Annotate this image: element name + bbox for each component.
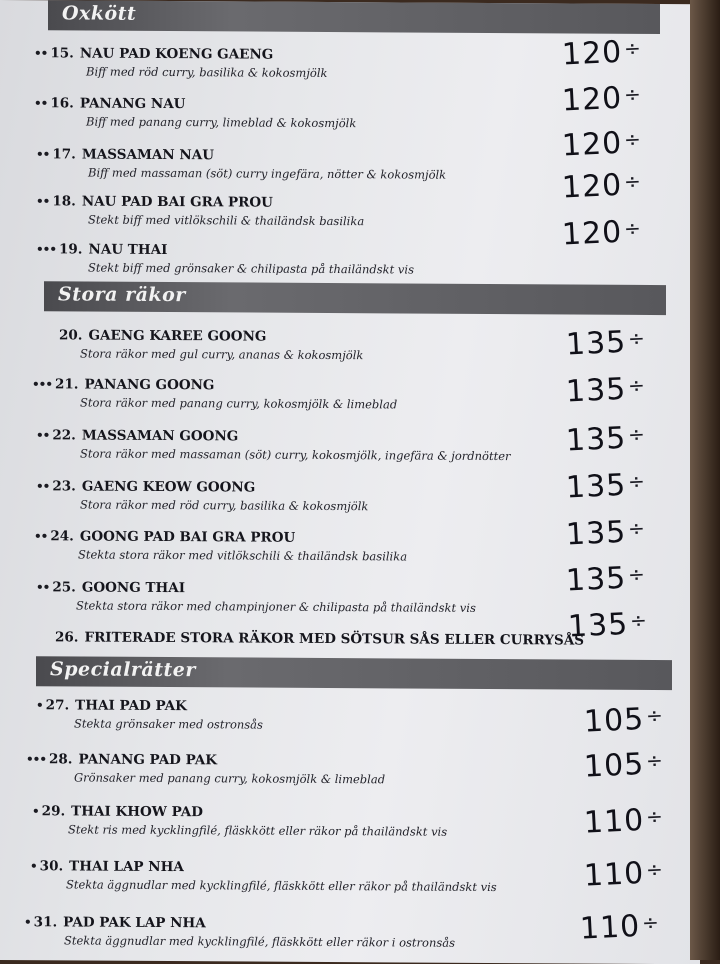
item-name: MASSAMAN GOONG — [81, 427, 239, 445]
menu-item — [26, 751, 385, 786]
item-description: Stora räkor med gul curry, ananas & kokosmjölk — [80, 346, 364, 363]
item-description: Stora räkor med panang curry, kokosmjölk & limeblad — [80, 395, 398, 412]
item-number: 20. — [59, 327, 83, 344]
item-price — [561, 125, 643, 164]
item-number: 28. — [49, 751, 73, 768]
price-value: 110 — [583, 802, 646, 841]
item-description: Stekt biff med vitlökschili & thailändsk basilika — [88, 212, 365, 229]
item-description: Biff med panang curry, limeblad & kokosmjölk — [86, 114, 357, 131]
item-name: PANANG GOONG — [84, 376, 215, 394]
item-price — [565, 514, 647, 553]
item-number: 30. — [39, 858, 64, 875]
item-dots: •• — [36, 147, 50, 162]
item-number: 22. — [52, 427, 76, 444]
price-value: 135 — [565, 514, 628, 553]
price-value: 135 — [565, 560, 628, 599]
menu-item — [32, 803, 447, 839]
price-value: 120 — [561, 214, 624, 253]
item-name: NAU THAI — [88, 241, 168, 259]
item-dots: • — [30, 859, 37, 874]
menu-item — [36, 478, 368, 513]
price-value: 135 — [565, 324, 628, 363]
price-suffix: ÷ — [627, 468, 647, 494]
price-suffix: ÷ — [627, 325, 647, 351]
item-number: 21. — [55, 376, 79, 393]
item-dots: • — [32, 804, 39, 819]
price-value: 135 — [567, 606, 630, 645]
menu-item — [36, 193, 364, 228]
price-suffix: ÷ — [645, 702, 665, 728]
item-price — [561, 214, 643, 253]
section-header-stora-rakor — [44, 281, 666, 315]
item-number: 27. — [45, 697, 70, 714]
price-suffix: ÷ — [623, 215, 643, 241]
item-name: PANANG PAD PAK — [78, 751, 217, 769]
item-description: Stekta äggnudlar med kycklingfilé, fläskkött eller räkor i ostronsås — [64, 933, 456, 950]
item-price — [583, 855, 665, 894]
item-price — [565, 560, 647, 599]
menu-item — [34, 528, 407, 563]
price-suffix: ÷ — [623, 168, 643, 194]
item-name: PAD PAK LAP NHA — [63, 914, 206, 932]
price-suffix: ÷ — [627, 561, 647, 587]
item-description: Stekt ris med kycklingfilé, fläskkött eller räkor på thailändskt vis — [68, 822, 448, 839]
menu-item — [36, 579, 476, 615]
price-value: 110 — [579, 908, 642, 947]
menu-item — [52, 629, 584, 648]
item-name: GAENG KEOW GOONG — [81, 478, 256, 496]
price-value: 120 — [561, 125, 624, 164]
item-description: Grönsaker med panang curry, kokosmjölk & limeblad — [74, 770, 386, 787]
item-number: 23. — [52, 478, 76, 495]
item-number: 31. — [33, 914, 58, 931]
item-name: THAI LAP NHA — [69, 858, 184, 876]
price-suffix: ÷ — [629, 607, 649, 633]
menu-item — [30, 858, 497, 894]
item-number: 15. — [50, 45, 74, 62]
item-number: 19. — [59, 241, 83, 258]
item-description: Biff med röd curry, basilika & kokosmjölk — [86, 64, 328, 81]
item-dots: •• — [34, 96, 48, 111]
menu-item — [34, 45, 327, 80]
price-suffix: ÷ — [623, 81, 643, 107]
section-title: Oxkött — [62, 2, 137, 25]
item-dots: ••• — [26, 752, 47, 767]
item-number: 29. — [41, 803, 66, 820]
item-price — [579, 908, 661, 947]
item-description: Biff med massaman (söt) curry ingefära, nötter & kokosmjölk — [88, 165, 447, 182]
price-suffix: ÷ — [641, 909, 661, 935]
price-suffix: ÷ — [645, 856, 665, 882]
price-suffix: ÷ — [623, 126, 643, 152]
price-suffix: ÷ — [623, 35, 643, 61]
item-dots: •• — [34, 46, 48, 61]
item-dots: •• — [36, 580, 50, 595]
item-number: 26. — [55, 629, 79, 646]
section-header-oxkott — [48, 0, 660, 34]
item-name: THAI PAD PAK — [75, 697, 187, 715]
item-price — [567, 606, 649, 645]
price-suffix: ÷ — [627, 515, 647, 541]
item-description: Stekta stora räkor med champinjoner & chilipasta på thailändskt vis — [76, 598, 476, 615]
item-dots: •• — [36, 428, 50, 443]
price-value: 135 — [565, 371, 628, 410]
item-price — [565, 420, 647, 459]
price-value: 120 — [561, 80, 624, 119]
item-price — [561, 80, 643, 119]
item-description: Stekta stora räkor med vitlökschili & thailändsk basilika — [78, 547, 408, 564]
menu-item — [36, 146, 446, 182]
table-edge — [690, 0, 720, 960]
item-price — [565, 467, 647, 506]
item-number: 24. — [50, 528, 74, 545]
price-value: 105 — [583, 746, 646, 785]
item-price — [583, 701, 665, 740]
item-name: PANANG NAU — [79, 95, 186, 113]
item-description: Stora räkor med massaman (söt) curry, kokosmjölk, ingefära & jordnötter — [80, 446, 511, 464]
item-number: 25. — [52, 579, 76, 596]
menu-item — [36, 241, 414, 276]
price-value: 135 — [565, 420, 628, 459]
item-name: THAI KHOW PAD — [71, 803, 203, 821]
item-dots: • — [36, 698, 43, 713]
menu-item — [56, 327, 363, 362]
price-value: 120 — [561, 34, 624, 73]
price-suffix: ÷ — [627, 421, 647, 447]
item-name: GOONG PAD BAI GRA PROU — [79, 528, 296, 546]
item-dots: ••• — [32, 377, 53, 392]
price-value: 135 — [565, 467, 628, 506]
item-dots: •• — [36, 479, 50, 494]
item-number: 16. — [50, 95, 74, 112]
item-number: 17. — [52, 146, 76, 163]
item-description: Stekta grönsaker med ostronsås — [74, 716, 263, 732]
section-title: Stora räkor — [58, 283, 186, 307]
item-description: Stekt biff med grönsaker & chilipasta på thailändskt vis — [88, 260, 414, 277]
menu-item — [32, 376, 397, 411]
item-description: Stekta äggnudlar med kycklingfilé, fläskkött eller räkor på thailändskt vis — [66, 877, 497, 895]
item-price — [583, 802, 665, 841]
price-suffix: ÷ — [645, 747, 665, 773]
price-value: 105 — [583, 701, 646, 740]
price-value: 110 — [583, 855, 646, 894]
item-price — [583, 746, 665, 785]
menu-item — [34, 95, 356, 130]
item-price — [561, 34, 643, 73]
price-value: 120 — [561, 167, 624, 206]
menu-item — [36, 697, 263, 731]
item-dots: •• — [36, 194, 50, 209]
item-number: 18. — [52, 193, 76, 210]
section-header-specialratter — [36, 656, 672, 690]
item-dots: ••• — [36, 242, 57, 257]
item-dots: • — [24, 915, 31, 930]
item-description: Stora räkor med röd curry, basilika & kokosmjölk — [80, 497, 369, 514]
item-name: NAU PAD BAI GRA PROU — [81, 193, 273, 211]
item-name: NAU PAD KOENG GAENG — [79, 45, 274, 63]
price-suffix: ÷ — [645, 803, 665, 829]
section-title: Specialrätter — [50, 658, 196, 682]
menu-item — [36, 427, 511, 463]
menu-item — [24, 914, 455, 950]
price-suffix: ÷ — [627, 372, 647, 398]
item-dots: •• — [34, 529, 48, 544]
item-price — [565, 371, 647, 410]
item-name: MASSAMAN NAU — [81, 146, 214, 164]
item-name: FRITERADE STORA RÄKOR MED SÖTSUR SÅS ELLER CURRYSÅS — [84, 629, 584, 649]
item-price — [561, 167, 643, 206]
item-name: GOONG THAI — [81, 579, 186, 597]
item-price — [565, 324, 647, 363]
item-name: GAENG KAREE GOONG — [88, 327, 267, 345]
